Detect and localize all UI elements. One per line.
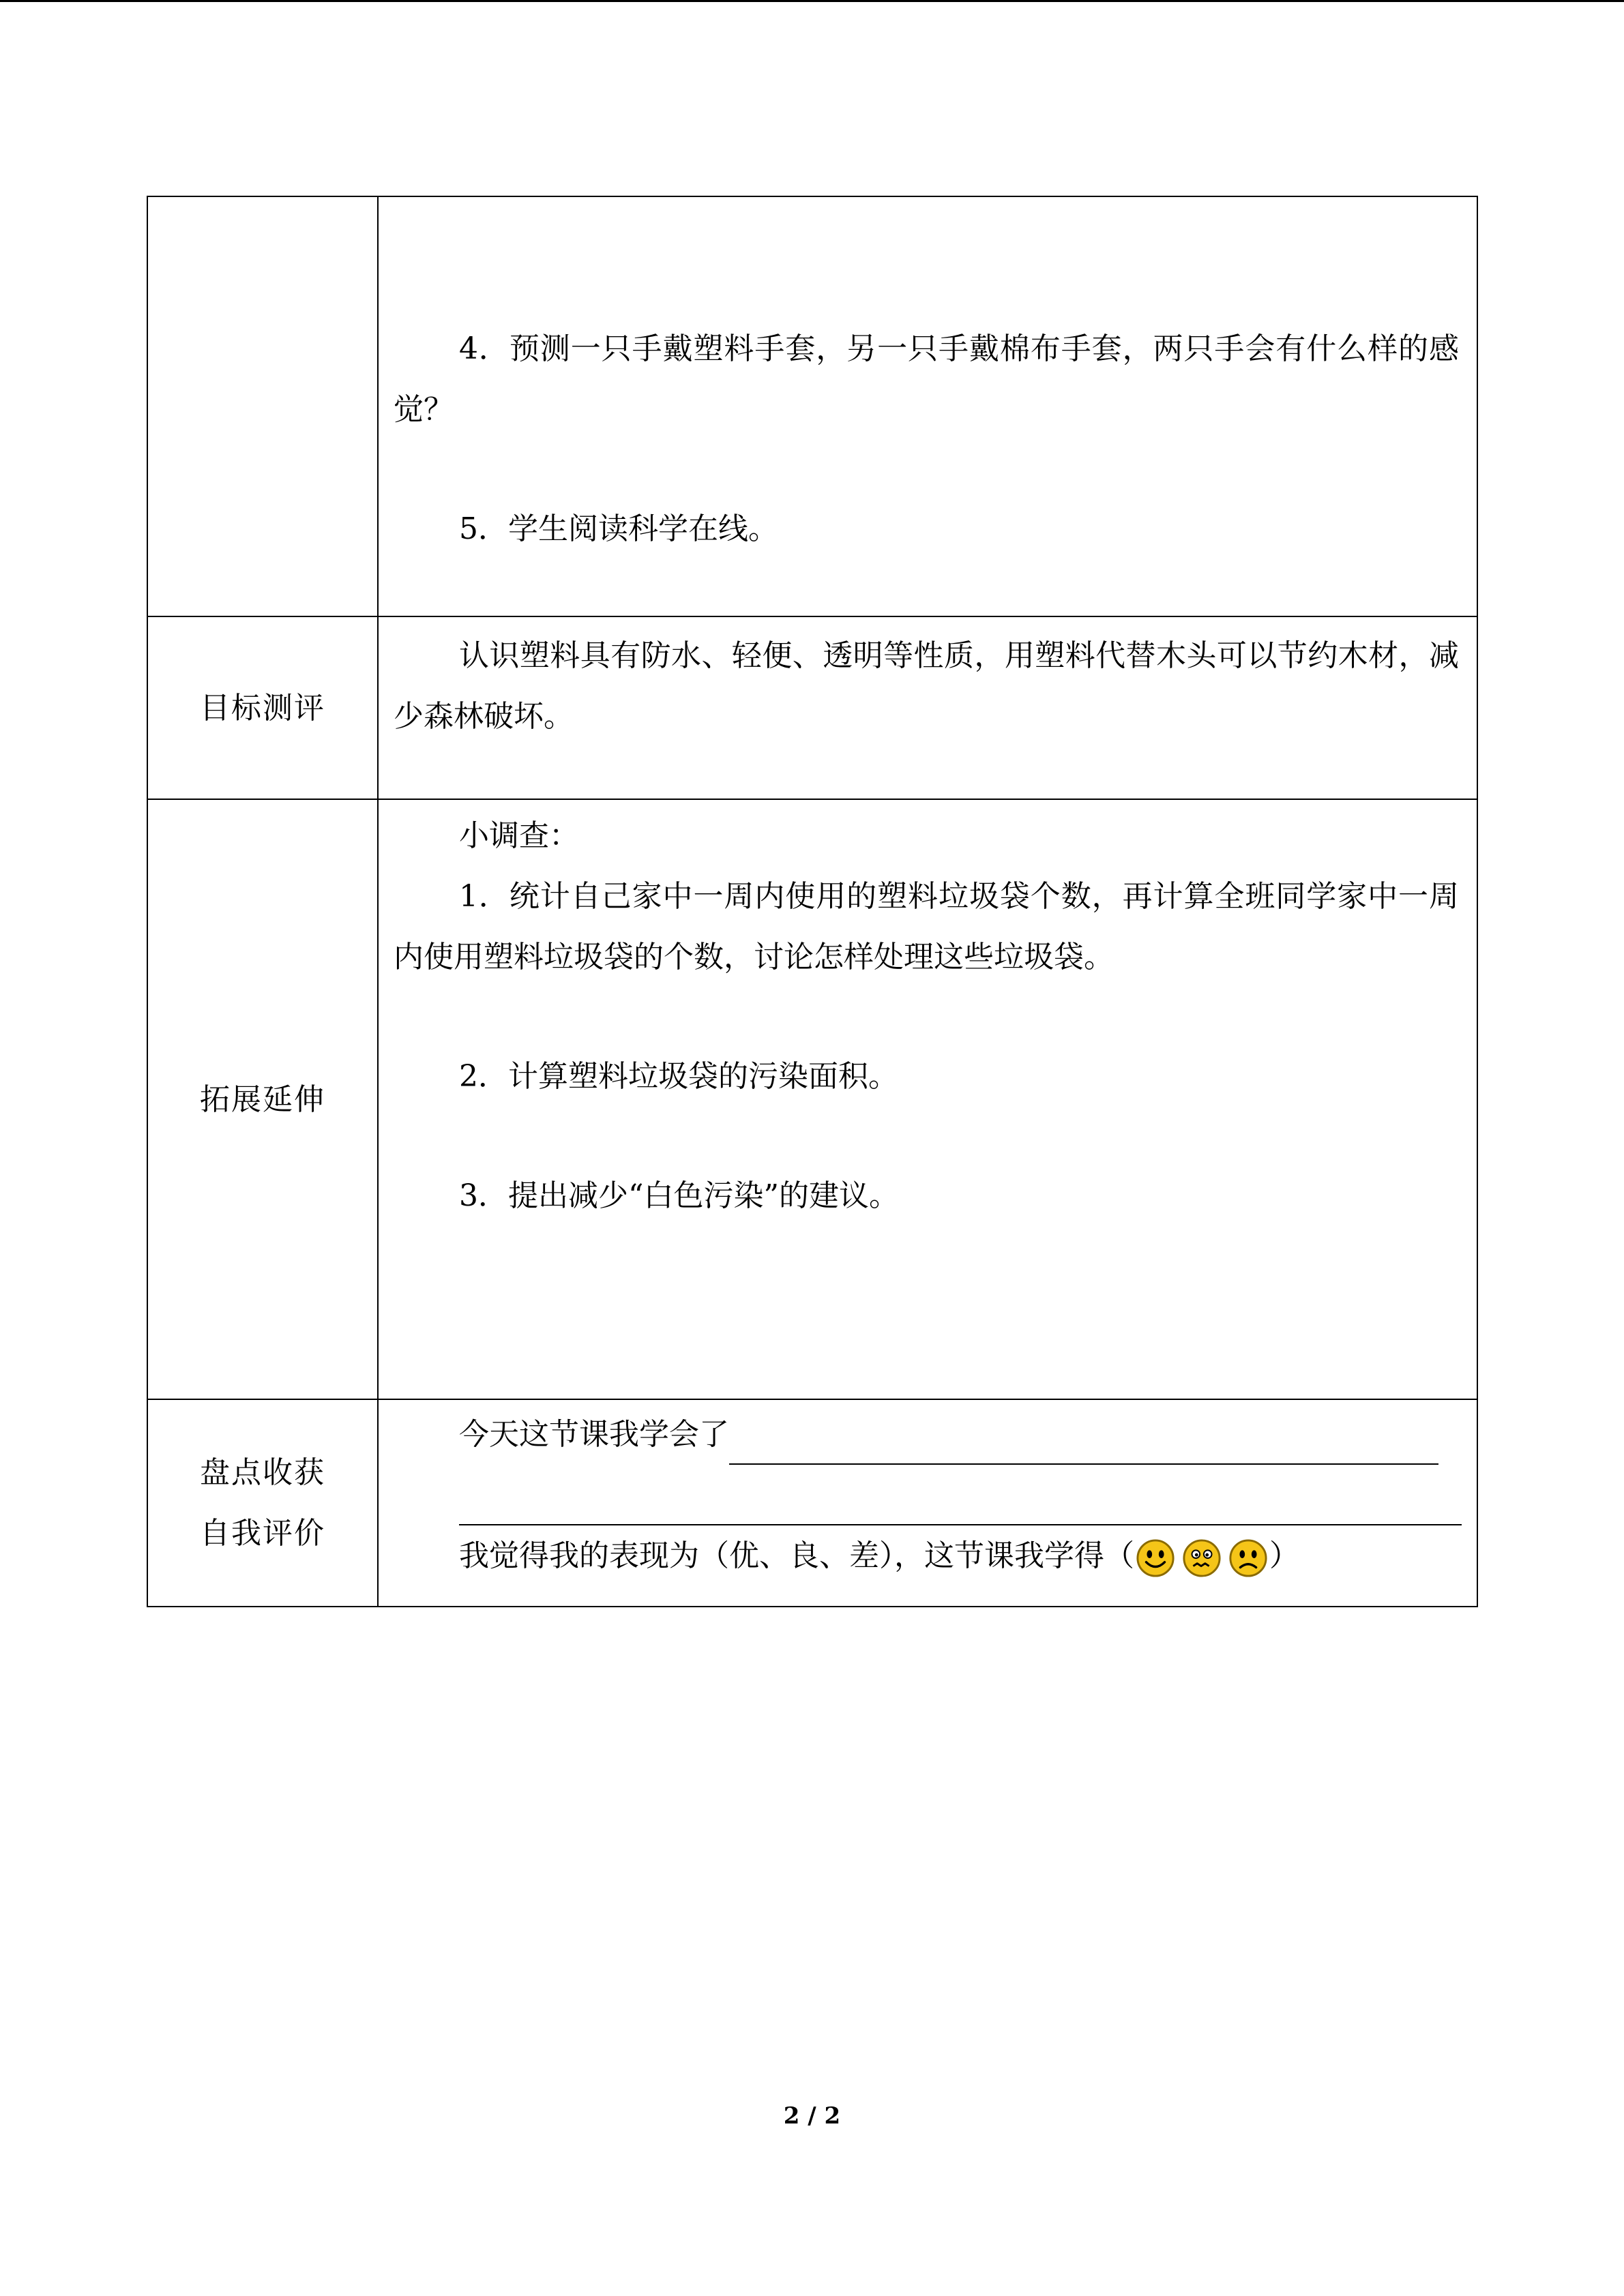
page-number: 2 / 2	[783, 2102, 841, 2130]
learned-line	[394, 1404, 1459, 1465]
survey-heading: 小调查：	[459, 818, 579, 853]
activity-item-5: 5．学生阅读科学在线。	[459, 511, 778, 546]
assessment-text: 认识塑料具有防水、轻便、透明等性质，用塑料代替木头可以节约木材，减少森林破坏。	[394, 638, 1459, 734]
extension-item-2: 2．计算塑料垃圾袋的污染面积。	[459, 1059, 898, 1094]
learned-blank-line-1[interactable]	[729, 1424, 1438, 1465]
self-eval-prefix: 我觉得我的表现为（优、良、差），这节课我学得（	[459, 1538, 1134, 1573]
lesson-plan-table	[147, 196, 1478, 1607]
row-label-reflection-line-2: 自我评价	[200, 1516, 325, 1551]
smiley-confused-icon[interactable]	[1182, 1538, 1222, 1578]
row-label-empty	[147, 196, 378, 616]
activity-cell	[378, 196, 1477, 616]
table-row-reflection	[147, 1399, 1477, 1607]
assessment-cell	[378, 616, 1477, 799]
extension-item-1: 1．统计自己家中一周内使用的塑料垃圾袋个数，再计算全班同学家中一周内使用塑料垃圾袋的个数，讨论怎样处理这些垃圾袋。	[394, 879, 1459, 974]
smiley-sad-icon[interactable]	[1228, 1538, 1268, 1578]
table-row-assessment	[147, 616, 1477, 799]
rating-faces	[1136, 1538, 1268, 1578]
row-label-extension: 拓展延伸	[147, 799, 378, 1399]
learned-blank-line-2[interactable]	[459, 1485, 1462, 1525]
learned-line-2	[394, 1465, 1459, 1525]
extension-cell	[378, 799, 1477, 1399]
table-row-extension	[147, 799, 1477, 1399]
table-row-activities	[147, 196, 1477, 616]
self-eval-suffix: ）	[1269, 1538, 1299, 1573]
row-label-reflection-line-1: 盘点收获	[200, 1455, 325, 1490]
self-eval-line	[394, 1525, 1459, 1586]
extension-item-3: 3．提出减少“白色污染”的建议。	[459, 1178, 899, 1213]
row-label-reflection	[147, 1399, 378, 1607]
learned-prompt: 今天这节课我学会了	[459, 1417, 729, 1452]
smiley-happy-icon[interactable]	[1136, 1538, 1175, 1578]
activity-item-4: 4．预测一只手戴塑料手套，另一只手戴棉布手套，两只手会有什么样的感觉？	[394, 331, 1459, 427]
reflection-cell	[378, 1399, 1477, 1607]
row-label-assessment: 目标测评	[147, 616, 378, 799]
page-top-border	[0, 0, 1624, 2]
